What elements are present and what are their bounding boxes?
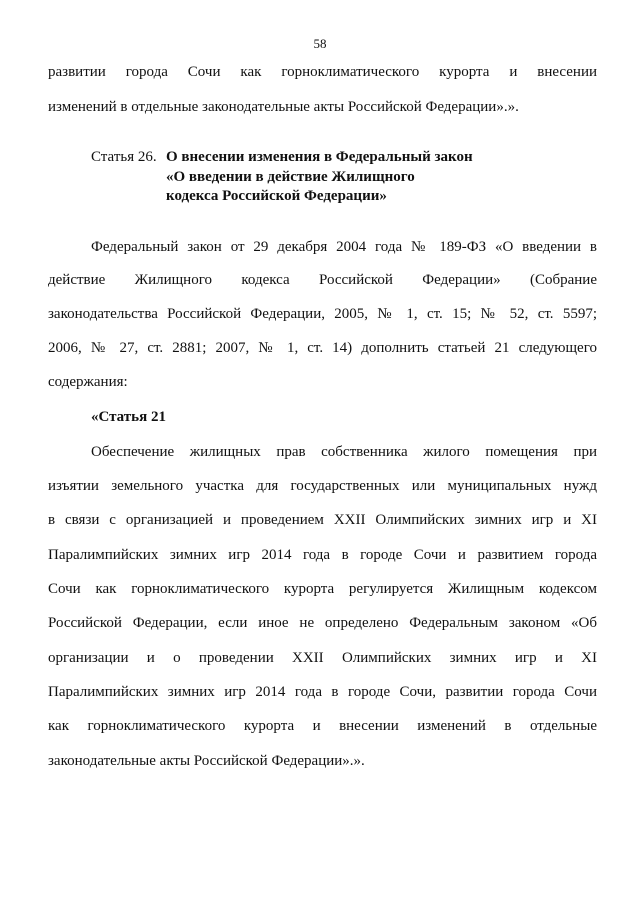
paragraph-2-line-2: изъятии земельного участка для государственных или муниципальных нужд: [48, 478, 597, 494]
paragraph-1-line-5: содержания:: [48, 374, 128, 390]
paragraph-1-line-2: действие Жилищного кодекса Российской Федерации» (Собрание: [48, 272, 597, 288]
paragraph-1-line-3: законодательства Российской Федерации, 2005, № 1, ст. 15; № 52, ст. 5597;: [48, 306, 597, 322]
article-26-title-line-3: кодекса Российской Федерации»: [166, 188, 387, 204]
paragraph-2-line-3: в связи с организацией и проведением XXII Олимпийских зимних игр и XI: [48, 512, 597, 528]
paragraph-2-line-6: Российской Федерации, если иное не определено Федеральным законом «Об: [48, 615, 597, 631]
article-21-heading: «Статья 21: [91, 409, 166, 425]
paragraph-1-line-1: Федеральный закон от 29 декабря 2004 года № 189-ФЗ «О введении в: [91, 239, 597, 255]
paragraph-2-line-10: законодательные акты Российской Федерации».».: [48, 753, 365, 769]
paragraph-2-line-7: организации и о проведении XXII Олимпийских зимних игр и XI: [48, 650, 597, 666]
paragraph-2-line-1: Обеспечение жилищных прав собственника жилого помещения при: [91, 444, 597, 460]
paragraph-2-line-4: Паралимпийских зимних игр 2014 года в городе Сочи и развитием города: [48, 547, 597, 563]
article-26-title-line-1: О внесении изменения в Федеральный закон: [166, 149, 473, 165]
paragraph-2-line-5: Сочи как горноклиматического курорта регулируется Жилищным кодексом: [48, 581, 597, 597]
article-26-label: Статья 26.: [91, 149, 157, 165]
article-26-title-line-2: «О введении в действие Жилищного: [166, 169, 415, 185]
intro-line-1: развитии города Сочи как горноклиматического курорта и внесении: [48, 64, 597, 80]
paragraph-2-line-9: как горноклиматического курорта и внесении изменений в отдельные: [48, 718, 597, 734]
intro-line-2: изменений в отдельные законодательные акты Российской Федерации».».: [48, 99, 519, 115]
page-number: 58: [313, 36, 327, 51]
paragraph-2-line-8: Паралимпийских зимних игр 2014 года в городе Сочи, развитии города Сочи: [48, 684, 597, 700]
paragraph-1-line-4: 2006, № 27, ст. 2881; 2007, № 1, ст. 14) дополнить статьей 21 следующего: [48, 340, 597, 356]
